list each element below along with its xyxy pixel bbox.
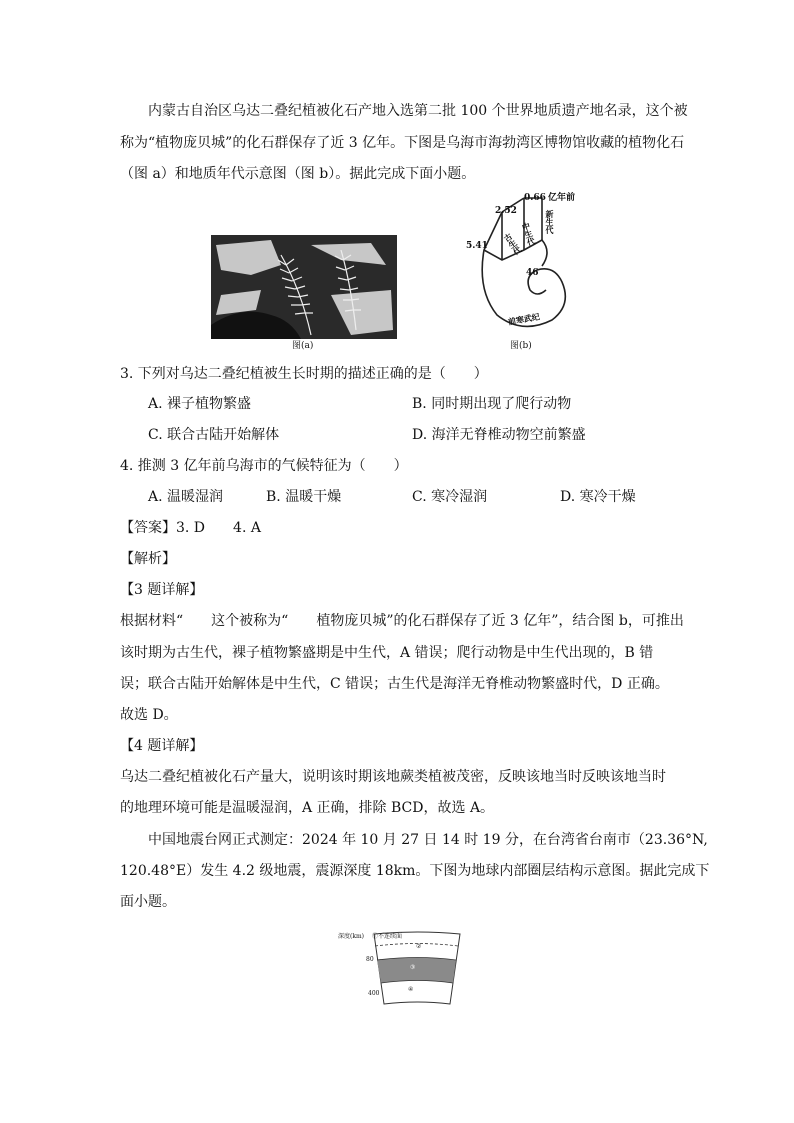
- detail-4-line-1: 乌达二叠纪植被化石产量大，说明该时期该地蕨类植被茂密，反映该地当时反映该地当时: [120, 769, 666, 785]
- era-precambrian: 前寒武纪: [507, 311, 541, 327]
- depth-400: 400: [368, 990, 380, 997]
- layer-1-label: ①不连续面: [372, 933, 403, 940]
- value-0-66: 0.66: [524, 193, 546, 203]
- q4-option-b: B. 温暖干燥: [266, 489, 342, 505]
- value-2-52: 2.52: [495, 206, 517, 216]
- label-years-ago: 亿年前: [548, 193, 576, 203]
- intro-line-1: 内蒙古自治区乌达二叠纪植被化石产地入选第二批 100 个世界地质遗产地名录，这个被: [148, 103, 688, 119]
- detail-4-line-2: 的地理环境可能是温暖湿润，A 正确，排除 BCD，故选 A。: [120, 800, 495, 816]
- q4-option-c: C. 寒冷湿润: [412, 489, 488, 505]
- depth-80: 80: [366, 956, 374, 963]
- intro-line-2: 称为“植物庞贝城”的化石群保存了近 3 亿年。下图是乌海市海勃湾区博物馆收藏的植物化石: [120, 135, 685, 151]
- era-paleozoic: 古生代: [501, 231, 524, 257]
- value-5-41: 5.41: [466, 241, 488, 251]
- era-cenozoic: 新生代: [545, 210, 555, 234]
- intro-line-3: （图 a）和地质年代示意图（图 b）。据此完成下面小题。: [120, 166, 476, 182]
- q3-option-d: D. 海洋无脊椎动物空前繁盛: [412, 427, 586, 443]
- detail-3-line-1: 根据材料“ 这个被称为“ 植物庞贝城”的化石群保存了近 3 亿年”，结合图 b，可推出: [120, 613, 684, 629]
- quake-line-3: 面小题。: [120, 894, 176, 910]
- q4-option-d: D. 寒冷干燥: [560, 489, 636, 505]
- fossil-photo: [211, 235, 397, 339]
- detail-3-title: 【3 题详解】: [120, 582, 204, 598]
- detail-3-line-4: 故选 D。: [120, 707, 178, 723]
- q3-option-a: A. 裸子植物繁盛: [148, 396, 252, 412]
- q3-stem: 3. 下列对乌达二叠纪植被生长时期的描述正确的是（ ）: [120, 366, 488, 382]
- value-46: 46: [526, 268, 539, 278]
- q3-option-c: C. 联合古陆开始解体: [148, 427, 280, 443]
- q4-option-a: A. 温暖湿润: [148, 489, 224, 505]
- quake-line-2: 120.48°E）发生 4.2 级地震，震源深度 18km。下图为地球内部圈层结构示意图。据此完成下: [120, 863, 710, 879]
- figure-a-caption: 图(a): [292, 341, 314, 351]
- detail-3-line-3: 误；联合古陆开始解体是中生代，C 错误；古生代是海洋无脊椎动物繁盛时代，D 正确。: [120, 676, 669, 692]
- q4-stem: 4. 推测 3 亿年前乌海市的气候特征为（ ）: [120, 458, 408, 474]
- detail-4-title: 【4 题详解】: [120, 738, 204, 754]
- layer-4-label: ④: [408, 986, 414, 993]
- depth-label: 深度(km): [338, 933, 365, 940]
- layer-2-label: ②: [416, 943, 422, 950]
- era-mesozoic: 中生代: [520, 220, 538, 247]
- analysis-title: 【解析】: [120, 551, 176, 567]
- q3-option-b: B. 同时期出现了爬行动物: [412, 396, 572, 412]
- answer-line: 【答案】3. D 4. A: [120, 520, 261, 536]
- quake-line-1: 中国地震台网正式测定：2024 年 10 月 27 日 14 时 19 分，在台湾省台南市（23.36°N,: [148, 832, 708, 848]
- detail-3-line-2: 该时期为古生代，裸子植物繁盛期是中生代，A 错误；爬行动物是中生代出现的，B 错: [120, 645, 654, 661]
- figure-b-caption: 图(b): [510, 341, 532, 351]
- layer-3-label: ③: [410, 964, 416, 971]
